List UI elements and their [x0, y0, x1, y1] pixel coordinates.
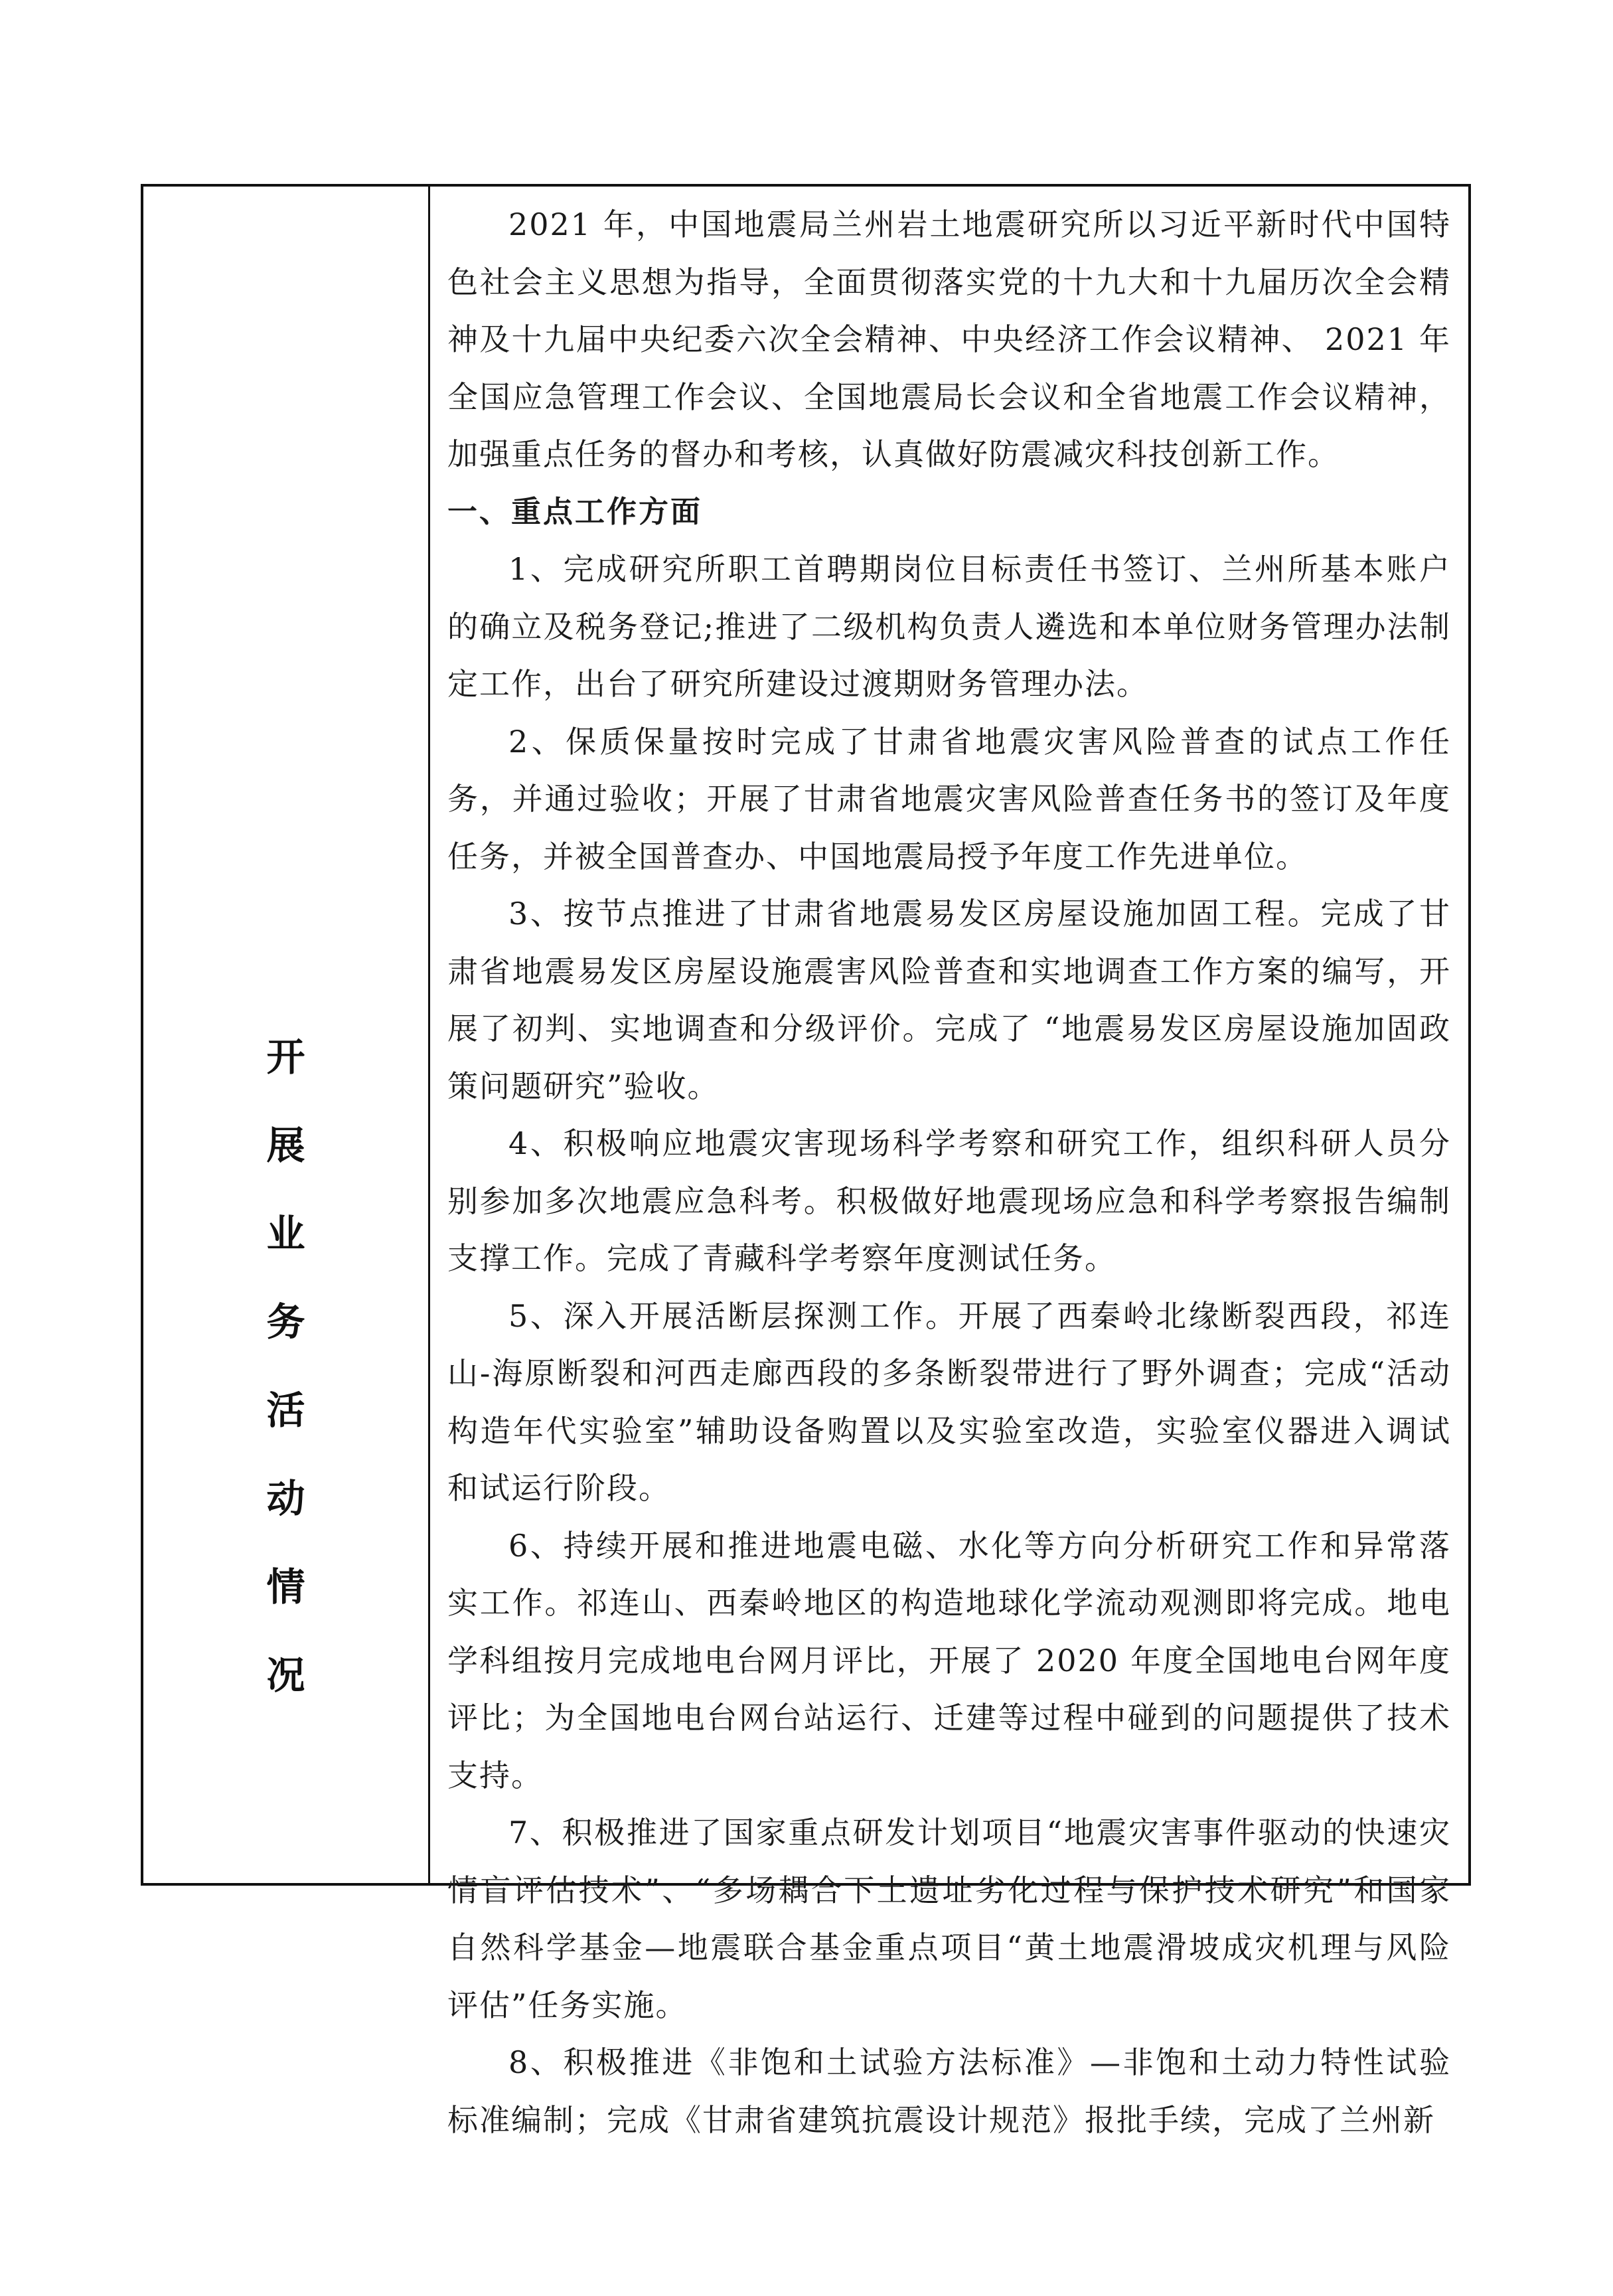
intro-paragraph: 2021 年，中国地震局兰州岩土地震研究所以习近平新时代中国特色社会主义思想为指导，全面贯彻落实党的十九大和十九届历次全会精神及十九届中央纪委六次全会精神、中央经济工作会议精神、 2021 年全国应急管理工作会议、全国地震局长会议和全省地震工作会议精神，加强重点任务的督办和考核，认真做好防震减灾科技创新工作。: [447, 206, 1451, 472]
section-label-cell: [143, 187, 430, 1883]
section-label-char: 况: [266, 1653, 305, 1698]
work-item-2: 2、保质保量按时完成了甘肃省地震灾害风险普查的试点工作任务，并通过验收；开展了甘肃省地震灾害风险普查任务书的签订及年度任务，并被全国普查办、中国地震局授予年度工作先进单位。: [447, 723, 1451, 874]
section-label: [143, 1013, 428, 1720]
work-item-3: 3、按节点推进了甘肃省地震易发区房屋设施加固工程。完成了甘肃省地震易发区房屋设施震害风险普查和实地调查工作方案的编写，开展了初判、实地调查和分级评价。完成了 “地震易发区房屋设施加固政策问题研究”验收。: [447, 896, 1451, 1104]
section-label-char: 展: [266, 1123, 305, 1168]
section-label-char: 业: [266, 1211, 305, 1256]
section-label-char: 开: [266, 1034, 305, 1080]
work-item-6: 6、持续开展和推进地震电磁、水化等方向分析研究工作和异常落实工作。祁连山、西秦岭地区的构造地球化学流动观测即将完成。地电学科组按月完成地电台网月评比，开展了 2020 年度全国地电台网年度评比；为全国地电台网台站运行、迁建等过程中碰到的问题提供了技术支持。: [447, 1527, 1451, 1793]
work-item-1: 1、完成研究所职工首聘期岗位目标责任书签订、兰州所基本账户的确立及税务登记;推进了二级机构负责人遴选和本单位财务管理办法制定工作，出台了研究所建设过渡期财务管理办法。: [447, 551, 1451, 702]
work-item-8: 8、积极推进《非饱和土试验方法标准》—非饱和土动力特性试验标准编制；完成《甘肃省建筑抗震设计规范》报批手续，完成了兰州新: [447, 2044, 1451, 2138]
section-heading: 一、重点工作方面: [447, 493, 703, 529]
work-item-4: 4、积极响应地震灾害现场科学考察和研究工作，组织科研人员分别参加多次地震应急科考。积极做好地震现场应急和科学考察报告编制支撑工作。完成了青藏科学考察年度测试任务。: [447, 1125, 1451, 1276]
work-item-7: 7、积极推进了国家重点研发计划项目“地震灾害事件驱动的快速灾情盲评估技术”、“多场耦合下土遗址劣化过程与保护技术研究”和国家自然科学基金—地震联合基金重点项目“黄土地震滑坡成灾机理与风险评估”任务实施。: [447, 1815, 1451, 2023]
activity-report-table: [141, 184, 1471, 2138]
section-label-char: 活: [266, 1388, 305, 1433]
section-label-char: 动: [266, 1476, 305, 1521]
section-label-char: 务: [266, 1299, 305, 1345]
work-item-5: 5、深入开展活断层探测工作。开展了西秦岭北缘断裂西段，祁连山-海原断裂和河西走廊西段的多条断裂带进行了野外调查；完成“活动构造年代实验室”辅助设备购置以及实验室改造，实验室仪器进入调试和试运行阶段。: [447, 1297, 1451, 1506]
content-cell: [430, 187, 1468, 2138]
section-label-char: 情: [266, 1564, 305, 1609]
